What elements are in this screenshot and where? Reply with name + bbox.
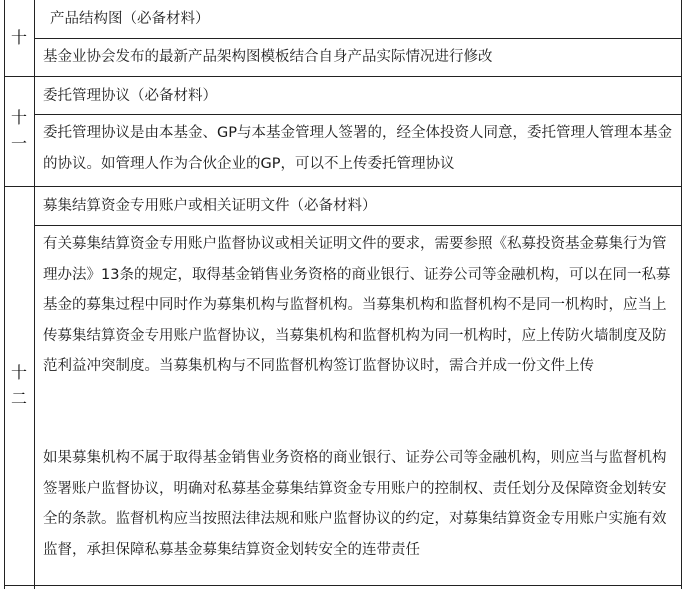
section-number-char: 十 xyxy=(10,108,27,127)
section-paragraph: 有关募集结算资金专用账户监督协议或相关证明文件的要求，需要参照《私募投资基金募集行为管理办法》13条的规定，取得基金销售业务资格的商业银行、证券公司等金融机构，可以在同一私募基金的募集过程中同时作为募集机构与监督机构。当募集机构和监督机构不是同一机构时，应当上传募集结算资金专用账户监督协议，当募集机构和监督机构为同一机构时，应上传防火墙制度及防范利益冲突制度。当募集机构与不同监督机构签订监督协议时，需合并成一份文件上传 xyxy=(43,236,671,375)
section-number xyxy=(4,0,34,76)
section-number-char: 十 xyxy=(10,28,27,47)
section-number xyxy=(4,186,34,585)
section-number xyxy=(4,76,34,186)
row-divider xyxy=(34,225,682,226)
section-title: 产品结构图（必备材料） xyxy=(50,11,210,27)
section-number-char: 一 xyxy=(10,134,27,153)
section-number-char: 十 xyxy=(10,362,27,382)
section-title: 委托管理协议（必备材料） xyxy=(43,88,217,104)
section-paragraph: 委托管理协议是由本基金、GP与本基金管理人签署的，经全体投资人同意，委托管理人管理本基金的协议。如管理人作为合伙企业的GP，可以不上传委托管理协议 xyxy=(43,125,672,172)
section-paragraph: 如果募集机构不属于取得基金销售业务资格的商业银行、证券公司等金融机构，则应当与监督机构签署账户监督协议，明确对私募基金募集结算资金专用账户的控制权、责任划分及保障资金划转安全的条款。监督机构应当按照法律法规和账户监督协议的约定，对募集结算资金专用账户实施有效监督，承担保障私募基金募集结算资金划转安全的连带责任 xyxy=(43,450,667,558)
table-border-right xyxy=(681,0,682,589)
row-divider xyxy=(34,38,682,39)
section-paragraph: 基金业协会发布的最新产品架构图模板结合自身产品实际情况进行修改 xyxy=(43,49,493,65)
row-divider xyxy=(34,114,682,115)
section-title: 募集结算资金专用账户或相关证明文件（必备材料） xyxy=(43,198,377,214)
table-column-divider xyxy=(34,0,35,589)
section-number-char: 二 xyxy=(10,388,27,408)
section-divider xyxy=(4,585,682,586)
section-divider xyxy=(4,186,682,187)
section-divider xyxy=(4,76,682,77)
